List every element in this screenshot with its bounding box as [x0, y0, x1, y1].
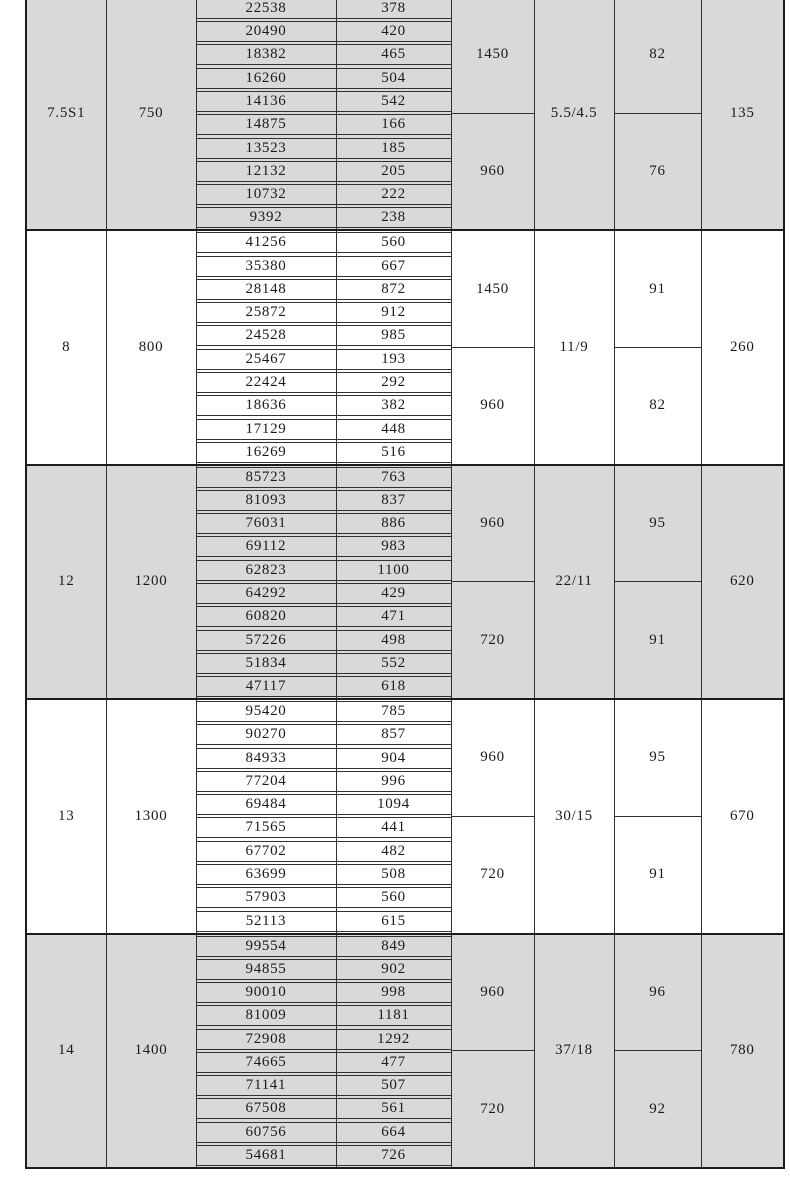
flow-cell [196, 652, 336, 675]
flow-cell-value: 17129 [197, 419, 336, 440]
pressure-cell-value: 785 [337, 701, 451, 722]
pressure-cell-value: 983 [337, 536, 451, 557]
noise-cell: 91 [614, 582, 701, 699]
pressure-cell [336, 324, 451, 347]
flow-cell [196, 278, 336, 301]
flow-cell-value: 99554 [197, 936, 336, 957]
pressure-cell [336, 582, 451, 605]
pressure-cell-value: 886 [337, 513, 451, 534]
noise-cell: 96 [614, 934, 701, 1051]
pressure-cell-value: 382 [337, 395, 451, 416]
speed-cell: 720 [451, 816, 534, 933]
flow-cell-value: 18636 [197, 395, 336, 416]
speed-cell: 720 [451, 1051, 534, 1168]
flow-cell-value: 71565 [197, 817, 336, 838]
weight-cell: 135 [701, 0, 784, 230]
pressure-cell-value: 166 [337, 114, 451, 135]
section-7.5S1 [26, 0, 784, 230]
noise-cell: 82 [614, 348, 701, 465]
pressure-cell [336, 206, 451, 230]
pressure-cell-value: 1292 [337, 1029, 451, 1050]
flow-cell-value: 95420 [197, 701, 336, 722]
table-row [26, 465, 784, 489]
weight-cell: 670 [701, 699, 784, 933]
flow-cell-value: 72908 [197, 1029, 336, 1050]
flow-cell [196, 394, 336, 417]
pressure-cell-value: 985 [337, 325, 451, 346]
pressure-cell [336, 183, 451, 206]
pressure-cell [336, 512, 451, 535]
pressure-cell [336, 1144, 451, 1168]
model-cell: 14 [26, 934, 106, 1168]
pressure-cell [336, 723, 451, 746]
pressure-cell [336, 90, 451, 113]
flow-cell-value: 25467 [197, 349, 336, 370]
pressure-cell-value: 508 [337, 864, 451, 885]
flow-cell-value: 81009 [197, 1005, 336, 1026]
pressure-cell-value: 857 [337, 724, 451, 745]
flow-cell-value: 67702 [197, 841, 336, 862]
flow-cell-value: 74665 [197, 1052, 336, 1073]
pressure-cell-value: 482 [337, 841, 451, 862]
pressure-cell-value: 837 [337, 490, 451, 511]
flow-cell-value: 52113 [197, 911, 336, 932]
pressure-cell-value: 193 [337, 349, 451, 370]
pressure-cell [336, 770, 451, 793]
flow-cell-value: 14136 [197, 91, 336, 112]
pressure-cell-value: 429 [337, 583, 451, 604]
power-cell: 11/9 [534, 230, 614, 464]
flow-cell-value: 14875 [197, 114, 336, 135]
flow-cell [196, 324, 336, 347]
pressure-cell [336, 441, 451, 465]
flow-cell [196, 675, 336, 699]
pressure-cell [336, 1004, 451, 1027]
pressure-cell [336, 371, 451, 394]
flow-cell [196, 301, 336, 324]
flow-cell [196, 770, 336, 793]
flow-cell [196, 1144, 336, 1168]
pressure-cell-value: 664 [337, 1122, 451, 1143]
pressure-cell-value: 561 [337, 1098, 451, 1119]
weight-cell: 620 [701, 465, 784, 699]
pressure-cell-value: 912 [337, 302, 451, 323]
flow-cell [196, 371, 336, 394]
flow-cell [196, 230, 336, 254]
pressure-cell-value: 667 [337, 256, 451, 277]
flow-cell-value: 62823 [197, 560, 336, 581]
pressure-cell [336, 816, 451, 839]
flow-cell-value: 18382 [197, 44, 336, 65]
speed-cell: 1450 [451, 0, 534, 113]
flow-cell-value: 51834 [197, 653, 336, 674]
flow-cell-value: 85723 [197, 467, 336, 488]
pressure-cell-value: 904 [337, 748, 451, 769]
pressure-cell [336, 910, 451, 934]
weight-cell: 260 [701, 230, 784, 464]
pressure-cell [336, 254, 451, 277]
pressure-cell-value: 872 [337, 279, 451, 300]
power-cell: 22/11 [534, 465, 614, 699]
flow-cell [196, 1051, 336, 1074]
pressure-cell [336, 0, 451, 20]
flow-cell-value: 63699 [197, 864, 336, 885]
flow-cell [196, 0, 336, 20]
flow-cell [196, 90, 336, 113]
flow-cell [196, 183, 336, 206]
pressure-cell [336, 278, 451, 301]
flow-cell-value: 81093 [197, 490, 336, 511]
pressure-cell-value: 441 [337, 817, 451, 838]
flow-cell [196, 1097, 336, 1120]
weight-cell: 780 [701, 934, 784, 1168]
pressure-cell [336, 230, 451, 254]
pressure-cell [336, 1074, 451, 1097]
flow-cell-value: 22538 [197, 0, 336, 19]
pressure-cell-value: 504 [337, 68, 451, 89]
flow-cell-value: 47117 [197, 676, 336, 697]
noise-cell: 95 [614, 699, 701, 816]
pressure-cell-value: 560 [337, 887, 451, 908]
flow-cell-value: 60820 [197, 606, 336, 627]
flow-cell [196, 417, 336, 440]
speed-cell: 960 [451, 113, 534, 230]
pressure-cell [336, 675, 451, 699]
flow-cell-value: 28148 [197, 279, 336, 300]
noise-cell: 91 [614, 816, 701, 933]
pressure-cell [336, 1051, 451, 1074]
flow-cell [196, 746, 336, 769]
pressure-cell [336, 1027, 451, 1050]
table-row [26, 0, 784, 20]
flow-cell-value: 54681 [197, 1145, 336, 1166]
flow-cell-value: 57226 [197, 630, 336, 651]
flow-cell-value: 77204 [197, 771, 336, 792]
table-row [26, 699, 784, 723]
flow-cell [196, 723, 336, 746]
pressure-cell [336, 43, 451, 66]
pressure-cell-value: 902 [337, 959, 451, 980]
flow-cell-value: 76031 [197, 513, 336, 534]
flow-cell [196, 910, 336, 934]
flow-cell-value: 90010 [197, 982, 336, 1003]
flow-cell [196, 43, 336, 66]
flow-cell-value: 57903 [197, 887, 336, 908]
flow-cell-value: 25872 [197, 302, 336, 323]
pressure-cell-value: 448 [337, 419, 451, 440]
pressure-cell-value: 552 [337, 653, 451, 674]
pressure-cell [336, 20, 451, 43]
noise-cell: 95 [614, 465, 701, 582]
flow-cell [196, 1004, 336, 1027]
pressure-cell-value: 996 [337, 771, 451, 792]
flow-cell [196, 886, 336, 909]
size-cell: 750 [106, 0, 196, 230]
pressure-cell-value: 205 [337, 161, 451, 182]
pressure-cell [336, 863, 451, 886]
pressure-cell-value: 849 [337, 936, 451, 957]
power-cell: 30/15 [534, 699, 614, 933]
pressure-cell [336, 958, 451, 981]
flow-cell-value: 60756 [197, 1122, 336, 1143]
size-cell: 800 [106, 230, 196, 464]
pressure-cell-value: 477 [337, 1052, 451, 1073]
flow-cell [196, 1074, 336, 1097]
section-8 [26, 230, 784, 464]
flow-cell-value: 10732 [197, 184, 336, 205]
pressure-cell-value: 560 [337, 232, 451, 253]
pressure-cell-value: 1181 [337, 1005, 451, 1026]
pressure-cell-value: 507 [337, 1075, 451, 1096]
power-cell: 5.5/4.5 [534, 0, 614, 230]
flow-cell-value: 16269 [197, 442, 336, 463]
flow-cell-value: 67508 [197, 1098, 336, 1119]
flow-cell [196, 863, 336, 886]
model-cell: 13 [26, 699, 106, 933]
speed-cell: 1450 [451, 230, 534, 347]
pressure-cell [336, 886, 451, 909]
speed-cell: 720 [451, 582, 534, 699]
model-cell: 7.5S1 [26, 0, 106, 230]
pressure-cell-value: 292 [337, 372, 451, 393]
flow-cell-value: 64292 [197, 583, 336, 604]
flow-cell [196, 113, 336, 136]
flow-cell-value: 16260 [197, 68, 336, 89]
flow-cell-value: 90270 [197, 724, 336, 745]
flow-cell [196, 981, 336, 1004]
flow-cell-value: 22424 [197, 372, 336, 393]
flow-cell [196, 136, 336, 159]
flow-cell [196, 254, 336, 277]
flow-cell-value: 94855 [197, 959, 336, 980]
pressure-cell [336, 559, 451, 582]
pressure-cell-value: 542 [337, 91, 451, 112]
section-13 [26, 699, 784, 933]
section-14 [26, 934, 784, 1168]
flow-cell [196, 958, 336, 981]
pressure-cell [336, 699, 451, 723]
flow-cell [196, 559, 336, 582]
pressure-cell [336, 1121, 451, 1144]
pressure-cell [336, 652, 451, 675]
flow-cell-value: 9392 [197, 207, 336, 228]
flow-cell-value: 13523 [197, 138, 336, 159]
size-cell: 1300 [106, 699, 196, 933]
flow-cell [196, 582, 336, 605]
flow-cell [196, 465, 336, 489]
flow-cell [196, 629, 336, 652]
table-row [26, 934, 784, 958]
pressure-cell-value: 420 [337, 21, 451, 42]
pressure-cell [336, 301, 451, 324]
flow-cell-value: 69112 [197, 536, 336, 557]
size-cell: 1400 [106, 934, 196, 1168]
pressure-cell [336, 417, 451, 440]
section-12 [26, 465, 784, 699]
speed-cell: 960 [451, 699, 534, 816]
pressure-cell [336, 160, 451, 183]
pressure-cell-value: 618 [337, 676, 451, 697]
flow-cell [196, 20, 336, 43]
pressure-cell-value: 471 [337, 606, 451, 627]
noise-cell: 92 [614, 1051, 701, 1168]
pressure-cell [336, 489, 451, 512]
speed-cell: 960 [451, 934, 534, 1051]
flow-cell-value: 20490 [197, 21, 336, 42]
pressure-cell [336, 136, 451, 159]
pressure-cell-value: 238 [337, 207, 451, 228]
flow-cell-value: 41256 [197, 232, 336, 253]
pressure-cell [336, 535, 451, 558]
power-cell: 37/18 [534, 934, 614, 1168]
noise-cell: 91 [614, 230, 701, 347]
pressure-cell-value: 726 [337, 1145, 451, 1166]
flow-cell [196, 441, 336, 465]
noise-cell: 82 [614, 0, 701, 113]
pressure-cell [336, 67, 451, 90]
noise-cell: 76 [614, 113, 701, 230]
size-cell: 1200 [106, 465, 196, 699]
model-cell: 12 [26, 465, 106, 699]
pressure-cell-value: 498 [337, 630, 451, 651]
pressure-cell-value: 1100 [337, 560, 451, 581]
pressure-cell [336, 1097, 451, 1120]
flow-cell [196, 934, 336, 958]
pressure-cell [336, 465, 451, 489]
pressure-cell-value: 1094 [337, 794, 451, 815]
flow-cell [196, 840, 336, 863]
pressure-cell [336, 348, 451, 371]
speed-cell: 960 [451, 465, 534, 582]
pressure-cell [336, 981, 451, 1004]
flow-cell [196, 489, 336, 512]
flow-cell-value: 24528 [197, 325, 336, 346]
pressure-cell [336, 746, 451, 769]
flow-cell [196, 512, 336, 535]
spec-table [25, 0, 785, 1169]
flow-cell [196, 793, 336, 816]
pressure-cell-value: 378 [337, 0, 451, 19]
pressure-cell-value: 516 [337, 442, 451, 463]
flow-cell [196, 816, 336, 839]
flow-cell-value: 69484 [197, 794, 336, 815]
flow-cell [196, 605, 336, 628]
pressure-cell [336, 793, 451, 816]
flow-cell-value: 35380 [197, 256, 336, 277]
flow-cell [196, 1121, 336, 1144]
table-row [26, 230, 784, 254]
pressure-cell-value: 185 [337, 138, 451, 159]
table-wrap [25, 0, 790, 1169]
pressure-cell [336, 934, 451, 958]
pressure-cell-value: 222 [337, 184, 451, 205]
flow-cell-value: 71141 [197, 1075, 336, 1096]
flow-cell [196, 535, 336, 558]
pressure-cell [336, 113, 451, 136]
flow-cell [196, 348, 336, 371]
flow-cell [196, 1027, 336, 1050]
pressure-cell [336, 840, 451, 863]
flow-cell [196, 160, 336, 183]
speed-cell: 960 [451, 348, 534, 465]
flow-cell-value: 12132 [197, 161, 336, 182]
model-cell: 8 [26, 230, 106, 464]
flow-cell [196, 699, 336, 723]
flow-cell [196, 67, 336, 90]
pressure-cell-value: 763 [337, 467, 451, 488]
pressure-cell-value: 615 [337, 911, 451, 932]
flow-cell-value: 84933 [197, 748, 336, 769]
pressure-cell [336, 629, 451, 652]
pressure-cell-value: 998 [337, 982, 451, 1003]
pressure-cell [336, 394, 451, 417]
pressure-cell [336, 605, 451, 628]
pressure-cell-value: 465 [337, 44, 451, 65]
flow-cell [196, 206, 336, 230]
